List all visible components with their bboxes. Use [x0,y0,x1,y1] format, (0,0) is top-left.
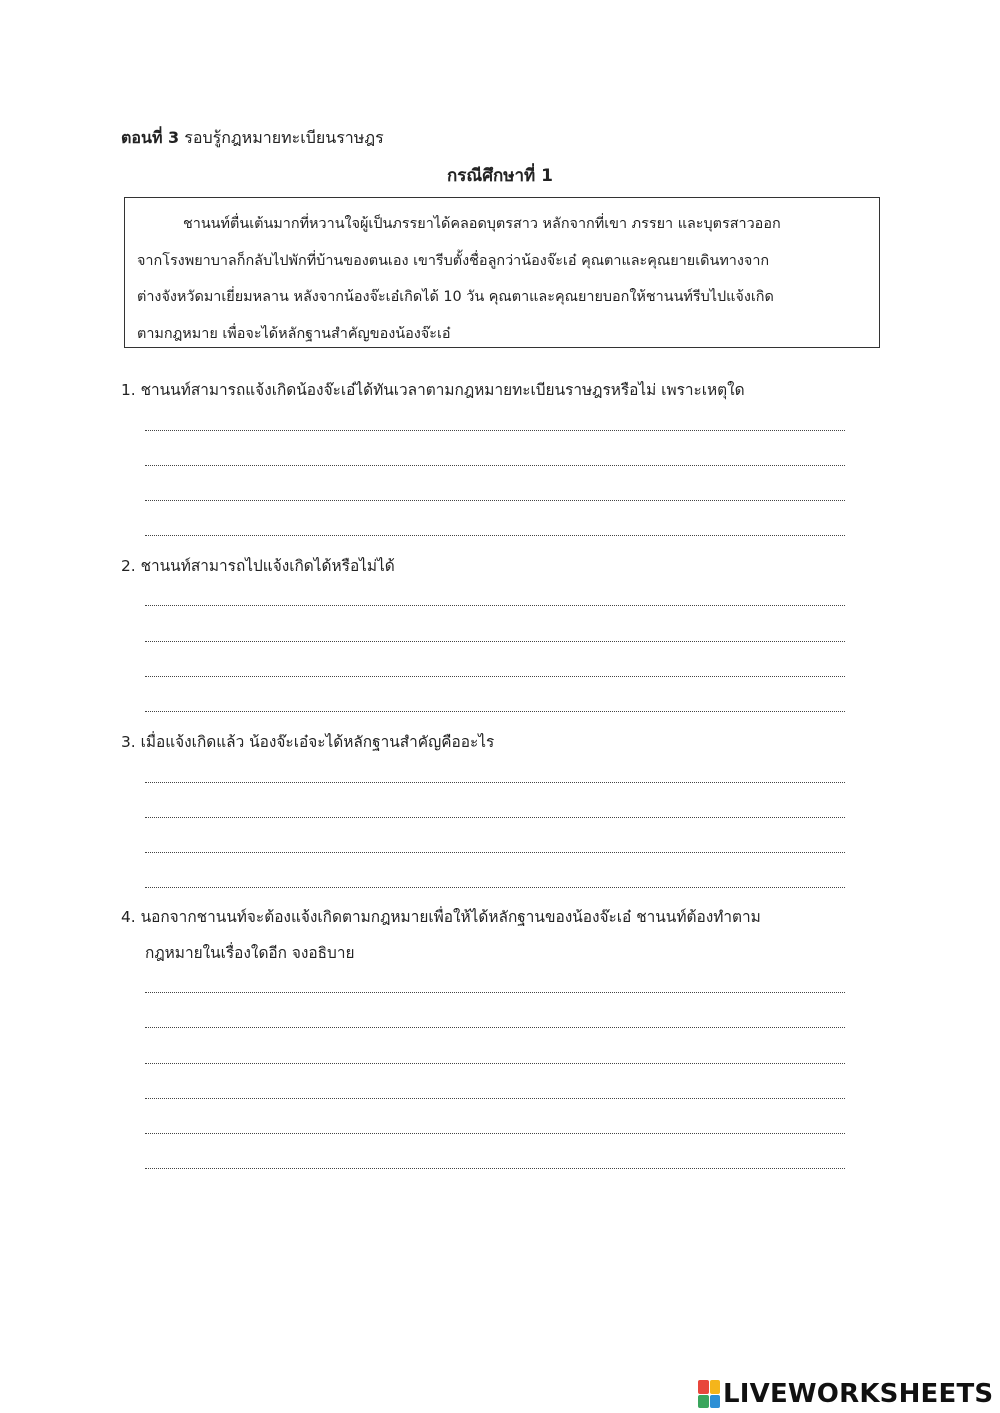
answer-line[interactable] [145,1098,845,1099]
logo-square [710,1380,721,1394]
answer-line[interactable] [145,430,845,431]
question-4: 4. นอกจากชานนท์จะต้องแจ้งเกิดตามกฎหมายเพื่อให้ได้หลักฐานของน้องจ๊ะเอ๋ ชานนท์ต้องทำตาม [121,908,761,926]
answer-line[interactable] [145,535,845,536]
logo-square [698,1395,709,1409]
answer-line[interactable] [145,1168,845,1169]
answer-line[interactable] [145,711,845,712]
answer-line[interactable] [145,1133,845,1134]
logo-square [710,1395,721,1409]
answer-line[interactable] [145,887,845,888]
section-title: รอบรู้กฎหมายทะเบียนราษฎร [184,128,384,147]
brand-text: LIVEWORKSHEETS [723,1379,994,1409]
case-study-box [124,197,880,348]
answer-line[interactable] [145,1027,845,1028]
answer-line[interactable] [145,992,845,993]
case-line: ตามกฎหมาย เพื่อจะได้หลักฐานสำคัญของน้องจ๊ะเอ๋ [137,325,451,342]
case-title: กรณีศึกษาที่ 1 [447,166,553,186]
answer-line[interactable] [145,500,845,501]
answer-line[interactable] [145,782,845,783]
answer-line[interactable] [145,605,845,606]
case-line: ชานนท์ตื่นเต้นมากที่หวานใจผู้เป็นภรรยาได้คลอดบุตรสาว หลักจากที่เขา ภรรยา และบุตรสาวออก [183,216,781,232]
question-2: 2. ชานนท์สามารถไปแจ้งเกิดได้หรือไม่ได้ [121,557,395,575]
answer-line[interactable] [145,465,845,466]
answer-line[interactable] [145,817,845,818]
answer-line[interactable] [145,1063,845,1064]
liveworksheets-logo-icon [698,1380,720,1408]
answer-line[interactable] [145,676,845,677]
case-line: จากโรงพยาบาลก็กลับไปพักที่บ้านของตนเอง เขารีบตั้งชื่อลูกว่าน้องจ๊ะเอ๋ คุณตาและคุณยายเดินทางจาก [137,252,770,269]
logo-square [698,1380,709,1394]
section-label: ตอนที่ 3 [121,128,180,147]
question-1: 1. ชานนท์สามารถแจ้งเกิดน้องจ๊ะเอ๋ได้ทันเวลาตามกฎหมายทะเบียนราษฎรหรือไม่ เพราะเหตุใด [121,381,745,399]
answer-line[interactable] [145,641,845,642]
question-4-continuation: กฎหมายในเรื่องใดอีก จงอธิบาย [145,944,355,962]
case-line: ต่างจังหวัดมาเยี่ยมหลาน หลังจากน้องจ๊ะเอ๋เกิดได้ 10 วัน คุณตาและคุณยายบอกให้ชานนท์รีบไปแจ้งเกิด [137,289,774,305]
section-header [121,126,384,151]
liveworksheets-brand[interactable] [698,1376,993,1412]
answer-line[interactable] [145,852,845,853]
question-3: 3. เมื่อแจ้งเกิดแล้ว น้องจ๊ะเอ๋จะได้หลักฐานสำคัญคืออะไร [121,733,495,751]
